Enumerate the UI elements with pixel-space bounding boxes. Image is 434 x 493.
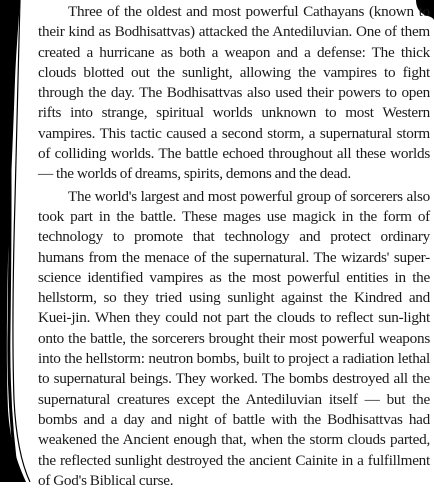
paragraph-sorcerers: The world's largest and most powerful group of sorcerers also took part in the battle. These mages use magick in the form of technology to promote that technology and protect ordinary humans from the menace of the supernatural. The wizards' super-science identified vampires as the most powerful entities in the hellstorm, so they tried using sunlight against the Kindred and Kuei-jin. When they could not part the clouds to reflect sun-light onto the battle, the sorcerers brought their most powerful weapons into the hellstorm: neutron bombs, built to project a radiation lethal to supernatural beings. They worked. The bombs destroyed all the supernatural creatures except the Antediluvian itself — but the bombs and a day and night of battle with the Bodhisattvas had weakened the Ancient enough that, when the storm clouds parted, the reflected sunlight destroyed the ancient Cainite in a fulfillment of God's Biblical curse. [38,187,430,489]
ink-swash-border-icon [0,0,40,482]
paragraph-bodhisattvas: Three of the oldest and most powerful Cathayans (known to their kind as Bodhisattvas) attacked the Antediluvian. One of them created a hurricane as both a weapon and a defense: The thick clouds blotted out the sunlight, allowing the vampires to fight through the day. The Bodhisattvas also used their powers to open rifts into strange, spiritual worlds unknown to most Western vampires. This tactic caused a second storm, a supernatural storm of colliding worlds. The battle echoed throughout all these worlds — the worlds of dreams, spirits, demons and the dead. [38,3,430,183]
body-text [38,2,430,493]
